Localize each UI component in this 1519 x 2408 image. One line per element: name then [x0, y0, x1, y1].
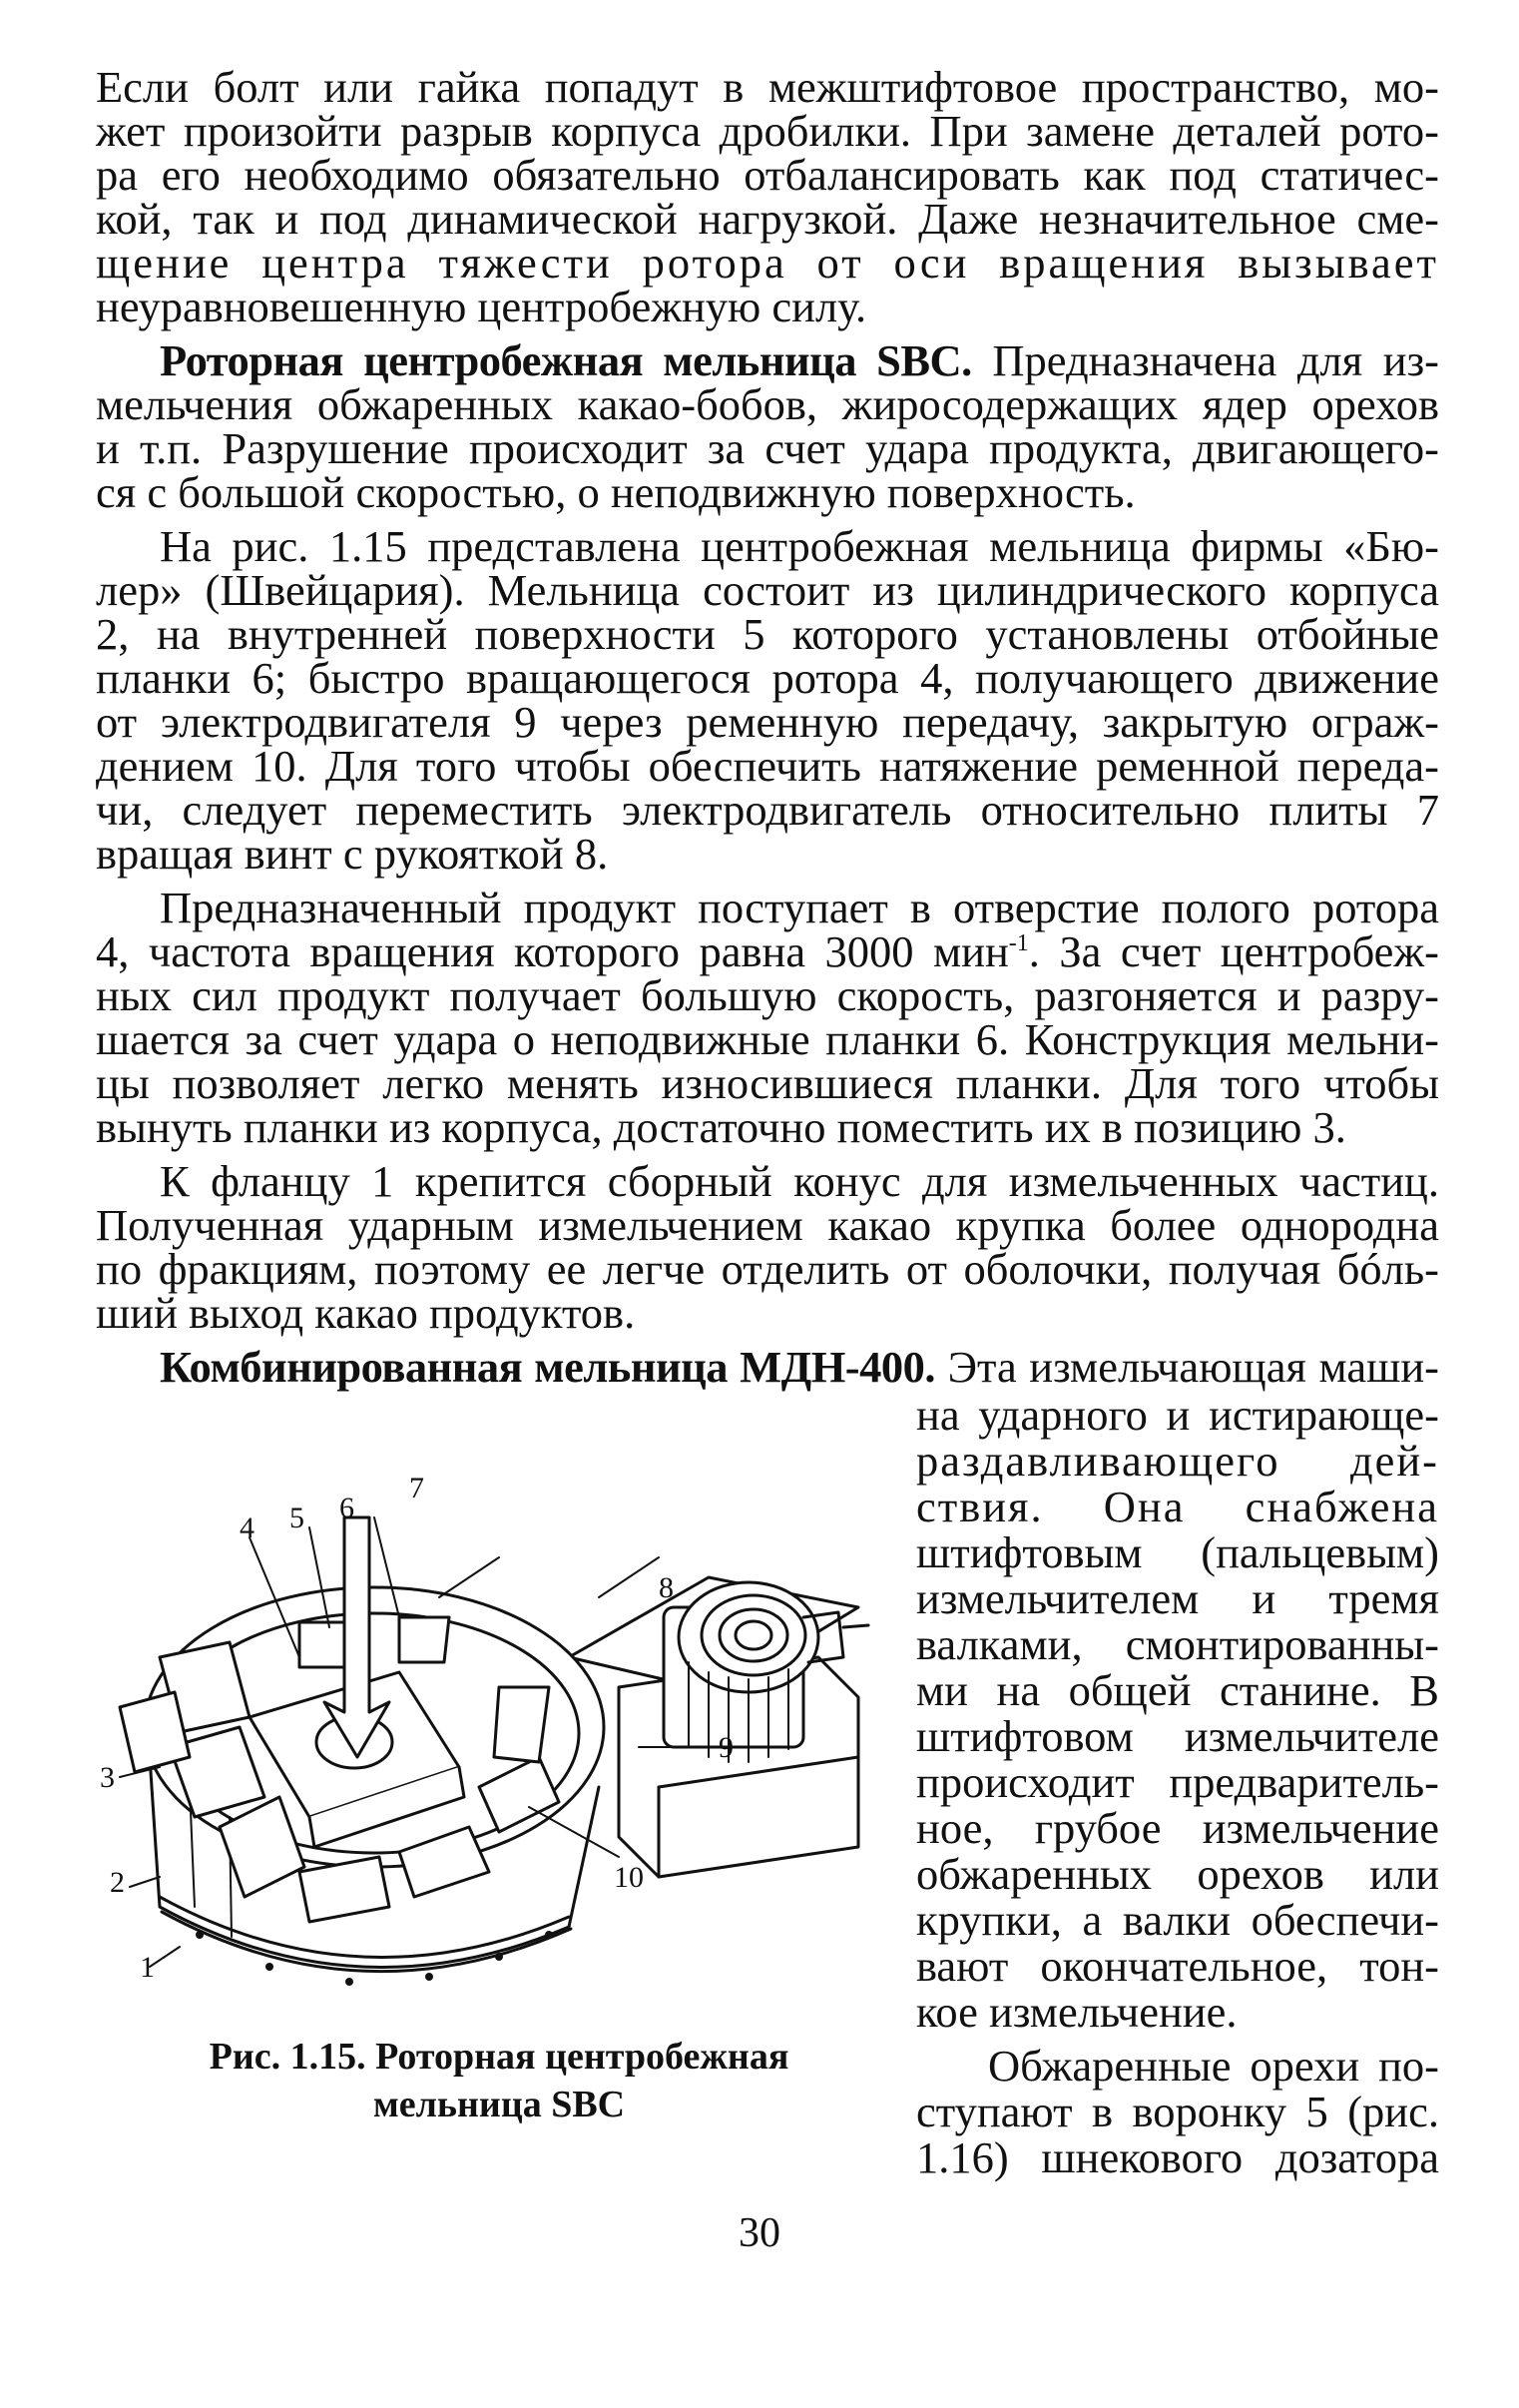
- text-line: по фракциям, поэтому ее легче отделить от оболочки, получая бóль-: [96, 1244, 1439, 1294]
- section-heading: Роторная центробежная мельница SBC.: [160, 335, 972, 385]
- text-line: Комбинированная мельница МДН-400. Эта измельчающая маши-: [160, 1342, 1439, 1392]
- text-line: цы позволяет легко менять износившиеся планки. Для того чтобы: [96, 1058, 1439, 1108]
- column-line: происходит предваритель-: [916, 1757, 1439, 1807]
- column-line: штифтовом измельчителе: [916, 1711, 1439, 1761]
- column-line: кое измельчение.: [916, 1987, 1238, 2037]
- text-line: от электродвигателя 9 через ременную передачу, закрытую ограж-: [96, 697, 1439, 747]
- column-line: Обжаренные орехи по-: [988, 2041, 1439, 2091]
- text-line: и т.п. Разрушение происходит за счет удара продукта, двигающего-: [96, 423, 1439, 473]
- text-line: На рис. 1.15 представлена центробежная мельница фирмы «Бю-: [160, 521, 1439, 571]
- figure-label: 4: [240, 1511, 254, 1544]
- figure-caption: мельница SBC: [372, 2084, 626, 2125]
- column-line: вают окончательное, тон-: [916, 1941, 1439, 1991]
- column-line: измельчителем и тремя: [916, 1573, 1439, 1623]
- figure-label: 3: [100, 1761, 115, 1794]
- text-line: Полученная ударным измельчением какао крупка более однородна: [96, 1200, 1439, 1250]
- figure-label: 8: [659, 1571, 674, 1604]
- text-line: дением 10. Для того чтобы обеспечить натяжение ременной переда-: [96, 741, 1439, 791]
- figure-label: 6: [339, 1492, 354, 1524]
- text-line: вынуть планки из корпуса, достаточно поместить их в позицию 3.: [96, 1102, 1346, 1152]
- column-line: 1.16) шнекового дозатора: [916, 2132, 1439, 2182]
- section-heading: Комбинированная мельница МДН-400.: [160, 1342, 936, 1392]
- figure-label: 5: [289, 1502, 304, 1534]
- column-line: обжаренных орехов или: [916, 1849, 1439, 1899]
- text-line: жет произойти разрыв корпуса дробилки. При замене деталей рото-: [96, 106, 1439, 156]
- text-line: К фланцу 1 крепится сборный конус для измельченных частиц.: [160, 1156, 1439, 1206]
- text-line: кой, так и под динамической нагрузкой. Даже незначительное сме-: [96, 194, 1439, 244]
- text-line: чи, следует переместить электродвигатель относительно плиты 7: [96, 785, 1439, 835]
- text-line: мельчения обжаренных какао-бобов, жиросодержащих ядер орехов: [96, 379, 1439, 429]
- figure-label: 2: [110, 1866, 125, 1899]
- figure-label: 10: [614, 1861, 644, 1894]
- text-line: Если болт или гайка попадут в межштифтовое пространство, мо-: [96, 62, 1439, 112]
- text-line: неуравновешенную центробежную силу.: [96, 282, 867, 331]
- column-line: штифтовым (пальцевым): [916, 1527, 1439, 1577]
- column-line: крупки, а валки обеспечи-: [916, 1895, 1439, 1945]
- text-line: ра его необходимо обязательно отбалансировать как под статичес-: [96, 150, 1439, 200]
- figure-caption: Рис. 1.15. Роторная центробежная: [209, 2036, 789, 2078]
- column-line: ное, грубое измельчение: [916, 1803, 1439, 1853]
- text-line: планки 6; быстро вращающегося ротора 4, получающего движение: [96, 653, 1439, 703]
- figure-label: 7: [409, 1472, 424, 1505]
- column-line: на ударного и истирающе-: [916, 1390, 1439, 1440]
- text-line: щение центра тяжести ротора от оси вращения вызывает: [96, 238, 1439, 288]
- text-line: ных сил продукт получает большую скорость, разгоняется и разру-: [96, 970, 1439, 1020]
- column-line: валками, смонтированны-: [916, 1619, 1439, 1669]
- column-line: ствия. Она снабжена: [916, 1482, 1439, 1531]
- text-line: ся с большой скоростью, о неподвижную поверхность.: [96, 467, 1136, 517]
- column-line: ми на общей станине. В: [916, 1665, 1439, 1715]
- text-line: лер» (Швейцария). Мельница состоит из цилиндрического корпуса: [96, 565, 1439, 615]
- text-line: ший выход какао продуктов.: [96, 1288, 636, 1338]
- text-line: вращая винт с рукояткой 8.: [96, 829, 609, 879]
- text-line: Роторная центробежная мельница SBC. Предназначена для из-: [160, 335, 1439, 385]
- text-line: шается за счет удара о неподвижные планки 6. Конструкция мельни-: [96, 1014, 1439, 1064]
- text-line: 2, на внутренней поверхности 5 которого установлены отбойные: [96, 609, 1439, 659]
- text-line: 4, частота вращения которого равна 3000 мин$^{-1}$. За счет центробеж-: [96, 926, 1439, 976]
- figure-label: 9: [719, 1731, 734, 1764]
- column-line: раздавливающего дей-: [916, 1436, 1439, 1486]
- column-line: ступают в воронку 5 (рис.: [916, 2087, 1439, 2136]
- figure-label: 1: [140, 1951, 155, 1984]
- text-line: Предназначенный продукт поступает в отверстие полого ротора: [160, 883, 1439, 932]
- page-number: 30: [739, 2210, 780, 2256]
- mill-illustration: [100, 1458, 898, 2017]
